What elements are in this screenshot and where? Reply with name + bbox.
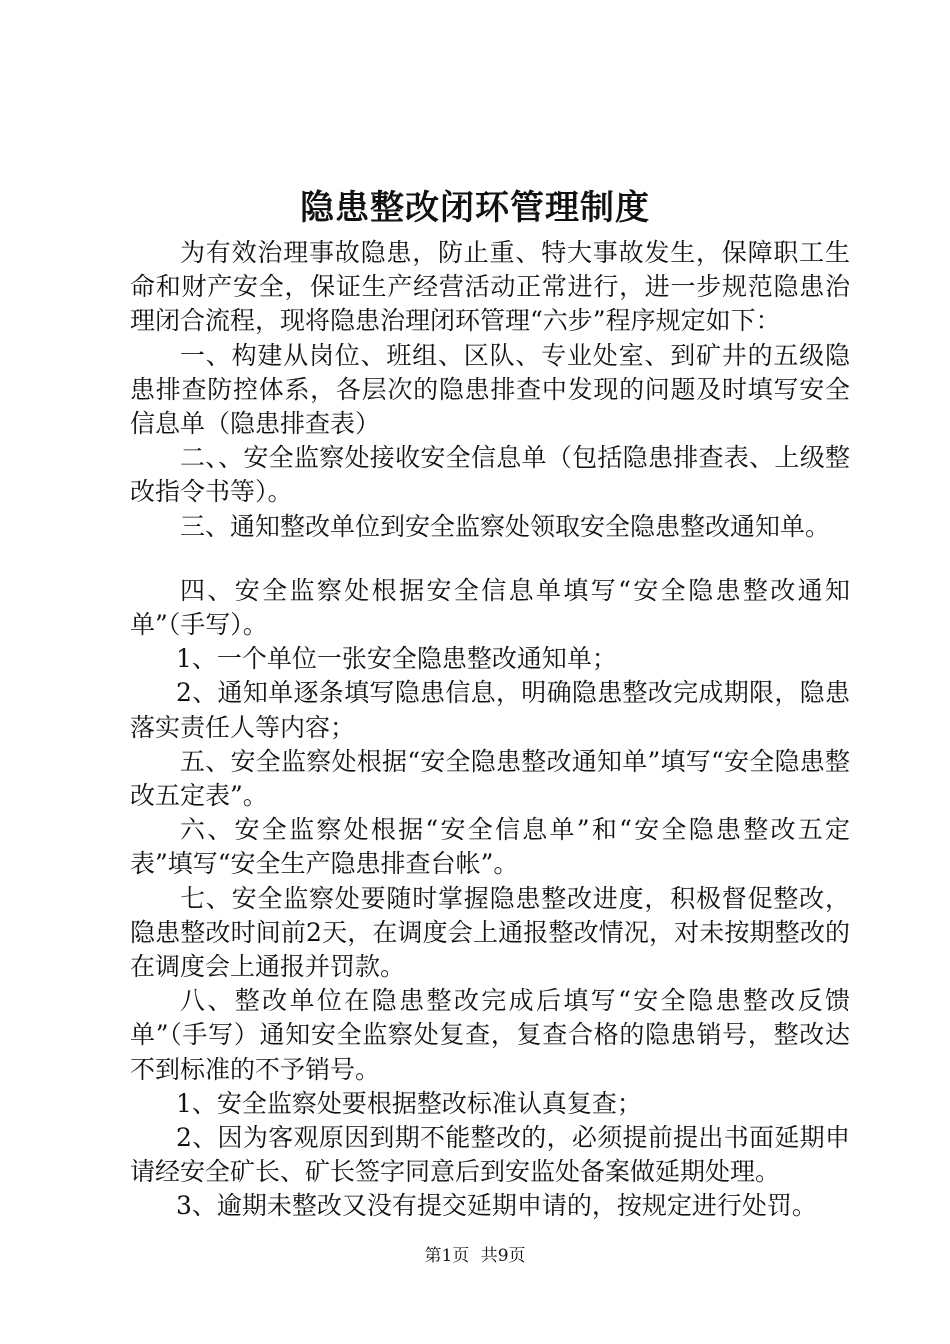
paragraph-step-8: 八、整改单位在隐患整改完成后填写“安全隐患整改反馈单”（手写）通知安全监察处复查，复查合格的隐患销号，整改达不到标准的不予销号。: [130, 986, 850, 1084]
paragraph-step-7: 七、安全监察处要随时掌握隐患整改进度，积极督促整改，隐患整改时间前2天，在调度会上通报整改情况，对未按期整改的在调度会上通报并罚款。: [130, 883, 850, 982]
paragraph-gap: [130, 544, 850, 574]
paragraph-intro: 为有效治理事故隐患，防止重、特大事故发生，保障职工生命和财产安全，保证生产经营活动正常进行，进一步规范隐患治理闭合流程，现将隐患治理闭环管理“六步”程序规定如下：: [130, 238, 850, 336]
paragraph-step-5: 五、安全监察处根据“安全隐患整改通知单”填写“安全隐患整改五定表”。: [130, 746, 850, 811]
paragraph-step-8-item-2: 2、因为客观原因到期不能整改的，必须提前提出书面延期申请经安全矿长、矿长签字同意后到安监处备案做延期处理。: [130, 1123, 850, 1187]
document-body: [130, 236, 850, 1224]
document-title: 隐患整改闭环管理制度: [300, 188, 650, 228]
paragraph-step-8-item-3: 3、逾期未整改又没有提交延期申请的，按规定进行处罚。: [176, 1191, 817, 1221]
page-total: 共9页: [480, 1246, 526, 1266]
page-footer: [0, 1244, 950, 1268]
paragraph-step-4-item-1: 1、一个单位一张安全隐患整改通知单；: [176, 644, 617, 674]
paragraph-step-3: 三、通知整改单位到安全监察处领取安全隐患整改通知单。: [180, 511, 831, 541]
paragraph-step-6: 六、安全监察处根据“安全信息单”和“安全隐患整改五定表”填写“安全生产隐患排查台帐”。: [130, 815, 850, 879]
page-number: 第1页: [424, 1246, 470, 1266]
paragraph-step-2: 二、、安全监察处接收安全信息单（包括隐患排查表、上级整改指令书等）。: [130, 443, 850, 507]
paragraph-step-1: 一、构建从岗位、班组、区队、专业处室、到矿井的五级隐患排查防控体系，各层次的隐患排查中发现的问题及时填写安全信息单（隐患排查表）: [130, 340, 850, 439]
paragraph-step-8-item-1: 1、安全监察处要根据整改标准认真复查；: [176, 1088, 642, 1118]
paragraph-step-4-item-2: 2、通知单逐条填写隐患信息，明确隐患整改完成期限，隐患落实责任人等内容；: [130, 678, 850, 742]
paragraph-step-4: 四、安全监察处根据安全信息单填写“安全隐患整改通知单”（手写）。: [130, 575, 850, 640]
